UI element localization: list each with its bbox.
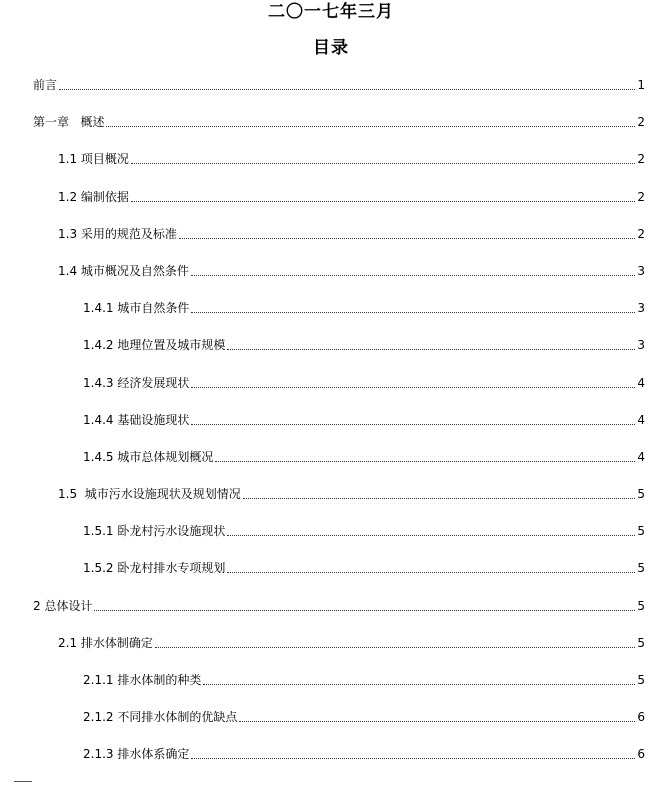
toc-entry-label: 2.1.2 不同排水体制的优缺点 bbox=[83, 710, 238, 725]
toc-entry-page: 5 bbox=[637, 487, 645, 502]
toc-entry-page: 4 bbox=[637, 412, 645, 427]
dot-leader bbox=[191, 745, 635, 759]
toc-entry-page: 2 bbox=[637, 152, 645, 167]
toc-entry[interactable] bbox=[0, 76, 662, 113]
dot-leader bbox=[59, 76, 635, 90]
toc-entry-page: 3 bbox=[637, 338, 645, 353]
toc-entry-label: 1.1 项目概况 bbox=[58, 152, 129, 167]
toc-entry-page: 6 bbox=[637, 710, 645, 725]
dot-leader bbox=[179, 225, 635, 239]
toc-entry[interactable] bbox=[0, 150, 662, 187]
dot-leader bbox=[106, 113, 635, 127]
toc-entry-label: 前言 bbox=[33, 78, 58, 92]
toc-entry[interactable] bbox=[0, 448, 662, 485]
toc-entry[interactable] bbox=[0, 262, 662, 299]
toc-entry[interactable] bbox=[0, 188, 662, 225]
toc-entry-label: 1.5 城市污水设施现状及规划情况 bbox=[58, 487, 241, 502]
toc-title: 目录 bbox=[313, 38, 349, 58]
toc-entry-page: 5 bbox=[637, 635, 645, 650]
toc-entry-page: 5 bbox=[637, 598, 645, 613]
date-line: 二〇一七年三月 bbox=[268, 2, 394, 22]
toc-entry-page: 6 bbox=[637, 747, 645, 762]
dot-leader bbox=[94, 597, 635, 611]
dot-leader bbox=[191, 262, 635, 276]
toc-entry[interactable] bbox=[0, 299, 662, 336]
toc-entry-label: 1.4.5 城市总体规划概况 bbox=[83, 449, 214, 464]
toc-entry[interactable] bbox=[0, 485, 662, 522]
toc-entry-page: 2 bbox=[637, 115, 645, 130]
table-of-contents bbox=[0, 76, 662, 783]
toc-entry[interactable] bbox=[0, 745, 662, 782]
toc-entry-page: 4 bbox=[637, 375, 645, 390]
toc-entry[interactable] bbox=[0, 634, 662, 671]
dot-leader bbox=[227, 336, 635, 350]
toc-entry-page: 4 bbox=[637, 449, 645, 464]
toc-entry-label: 1.5.2 卧龙村排水专项规划 bbox=[83, 561, 226, 576]
dot-leader bbox=[243, 485, 635, 499]
toc-entry-label: 1.4 城市概况及自然条件 bbox=[58, 263, 189, 278]
toc-entry[interactable] bbox=[0, 708, 662, 745]
toc-entry-page: 3 bbox=[637, 301, 645, 316]
dot-leader bbox=[131, 150, 635, 164]
toc-entry-page: 1 bbox=[637, 78, 645, 92]
toc-entry-label: 第一章 概述 bbox=[33, 115, 105, 130]
dot-leader bbox=[227, 559, 635, 573]
toc-entry[interactable] bbox=[0, 559, 662, 596]
toc-entry-label: 1.4.4 基础设施现状 bbox=[83, 412, 190, 427]
toc-entry-page: 5 bbox=[637, 561, 645, 576]
toc-entry-label: 1.5.1 卧龙村污水设施现状 bbox=[83, 524, 226, 539]
toc-entry-page: 5 bbox=[637, 673, 645, 687]
toc-entry[interactable] bbox=[0, 225, 662, 262]
toc-entry[interactable] bbox=[0, 336, 662, 373]
toc-entry-page: 2 bbox=[637, 226, 645, 241]
dot-leader bbox=[215, 448, 635, 462]
toc-entry[interactable] bbox=[0, 597, 662, 634]
toc-entry-label: 2.1 排水体制确定 bbox=[58, 635, 153, 650]
toc-entry-label: 2 总体设计 bbox=[33, 598, 93, 613]
toc-entry-page: 5 bbox=[637, 524, 645, 539]
dot-leader bbox=[131, 188, 635, 202]
toc-entry-label: 2.1.3 排水体系确定 bbox=[83, 747, 190, 762]
toc-entry-label: 1.3 采用的规范及标准 bbox=[58, 226, 177, 241]
dot-leader bbox=[155, 634, 635, 648]
dot-leader bbox=[191, 299, 635, 313]
dot-leader bbox=[239, 708, 635, 722]
toc-entry-label: 1.4.2 地理位置及城市规模 bbox=[83, 338, 226, 353]
dot-leader bbox=[191, 374, 635, 388]
toc-entry-page: 2 bbox=[637, 189, 645, 204]
toc-entry[interactable] bbox=[0, 522, 662, 559]
toc-entry[interactable] bbox=[0, 671, 662, 708]
dot-leader bbox=[203, 671, 635, 685]
toc-entry-label: 1.2 编制依据 bbox=[58, 189, 129, 204]
dot-leader bbox=[227, 522, 635, 536]
toc-entry-label: 1.4.1 城市自然条件 bbox=[83, 301, 190, 316]
dot-leader bbox=[191, 411, 635, 425]
toc-entry-label: 2.1.1 排水体制的种类 bbox=[83, 673, 202, 687]
toc-entry-page: 3 bbox=[637, 263, 645, 278]
toc-entry[interactable] bbox=[0, 411, 662, 448]
toc-entry[interactable] bbox=[0, 374, 662, 411]
toc-entry-label: 1.4.3 经济发展现状 bbox=[83, 375, 190, 390]
toc-entry[interactable] bbox=[0, 113, 662, 150]
